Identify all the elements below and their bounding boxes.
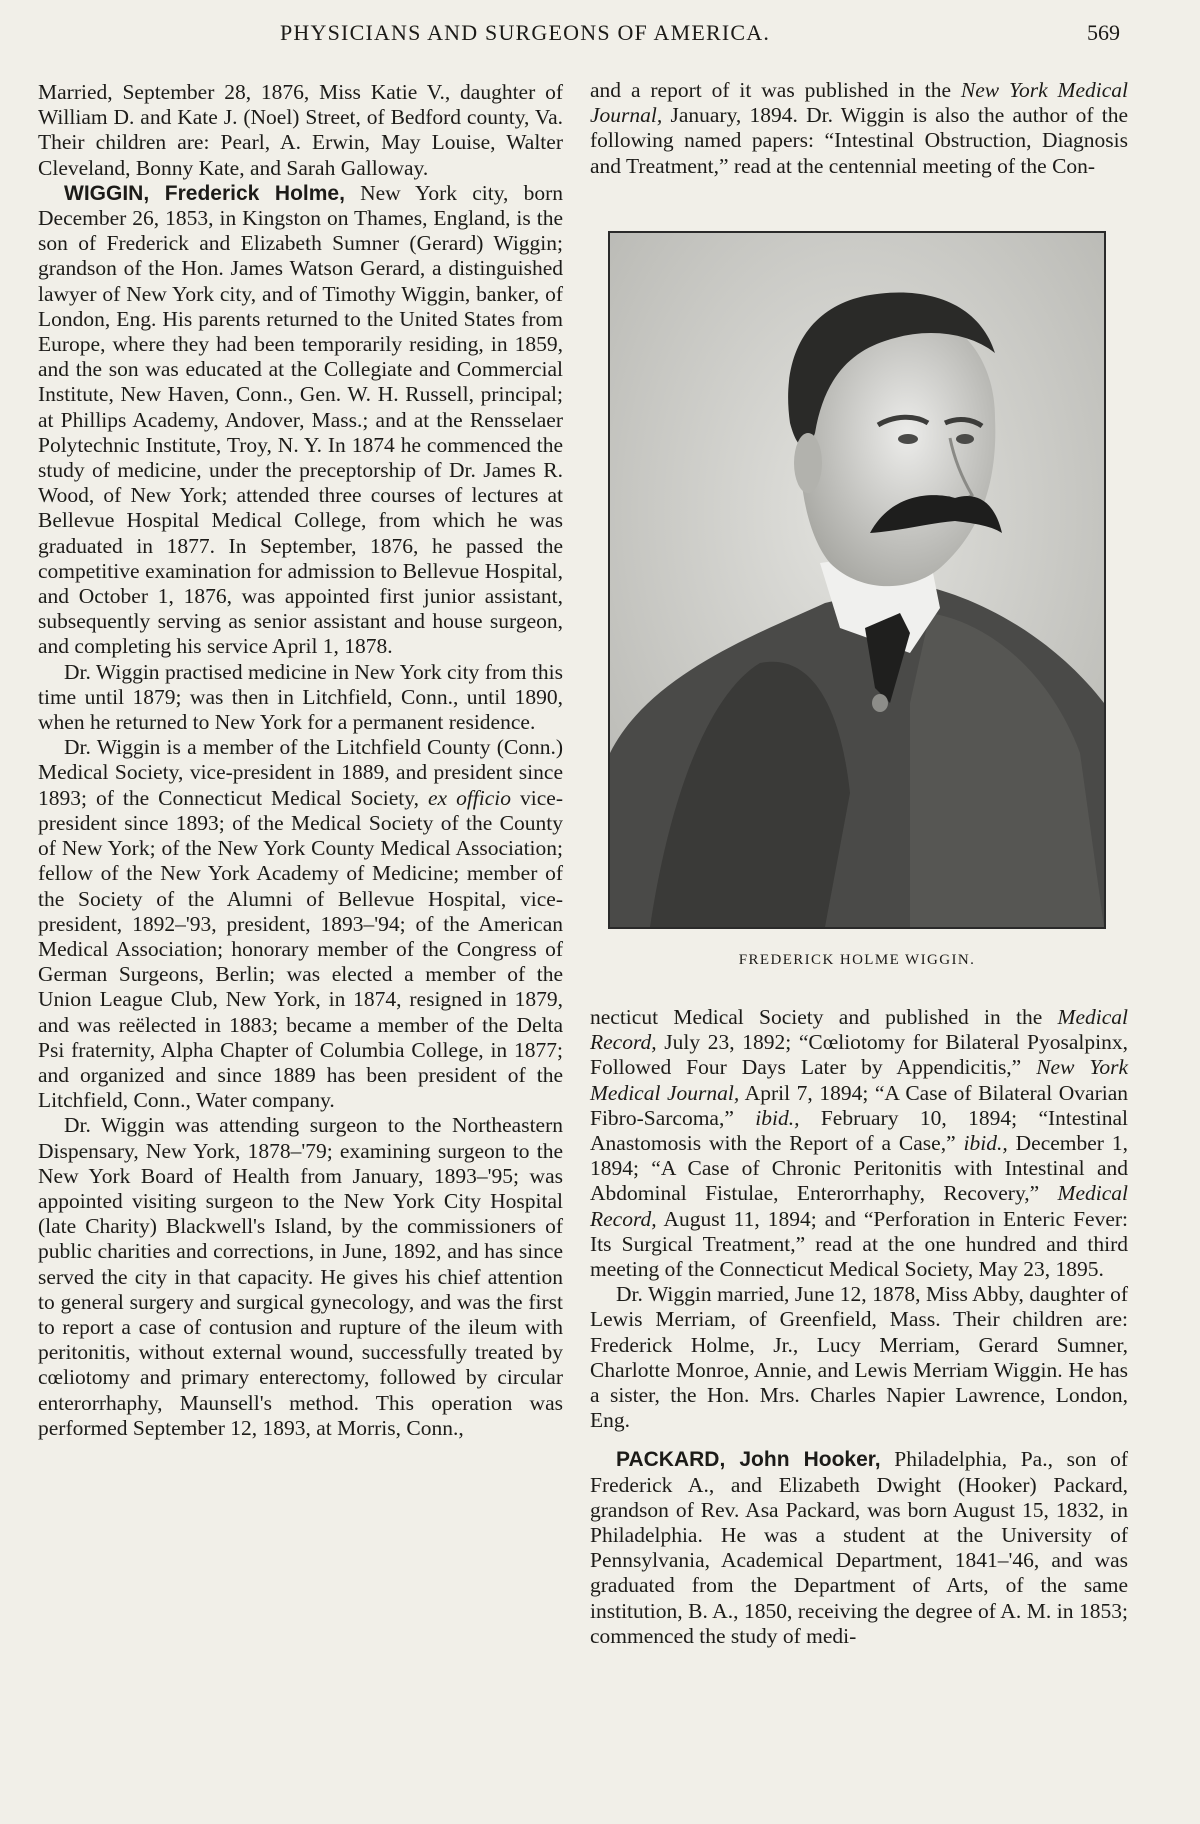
right-column-top <box>590 78 1128 179</box>
packard-entry-paragraph <box>590 1447 1128 1649</box>
papers-italic-1: Medical Record, <box>590 1005 1128 1055</box>
memberships-text-a: Dr. Wiggin is a member of the Litchfield County (Conn.) Medical Society, vice-president in 1889, and president since 1893; of the Connecticut Medical Society, <box>38 735 563 810</box>
papers-text-c: April 7, 1894; “A Case of Bilateral Ovarian Fibro-Sarcoma,” <box>590 1080 1128 1130</box>
pub-text-b: January, 1894. Dr. Wiggin is also the author of the following named papers: “Intestinal Obstruction, Diagnosis and Treatment,” read at the centennial meeting of the Con- <box>590 103 1128 178</box>
memberships-text-b: vice-president since 1893; of the Medical Society of the County of New York; of the New York County Medical Association; fellow of the New York Academy of Medicine; member of the Society of the Alumni of Bellevue Hospital, vice-president, 1892–'93, president, 1893–'94; of the American Medical Association; honorary member of the Congress of German Surgeons, Berlin; was elected a member of the Union League Club, New York, in 1874, resigned in 1879, and was reëlected in 1883; became a member of the Delta Psi fraternity, Alpha Chapter of Columbia College, in 1877; and organized and since 1889 has been president of the Litchfield, Conn., Water company. <box>38 785 563 1113</box>
papers-italic-4: ibid., <box>963 1131 1008 1156</box>
street-marriage-paragraph: Married, September 28, 1876, Miss Katie V., daughter of William D. and Kate J. (Noel) Street, of Bedford county, Va. Their children are: Pearl, A. Erwin, May Louise, Walter Cleveland, Bonny Kate, and Sarah Galloway. <box>38 80 563 180</box>
entry-name-packard: PACKARD, John Hooker, <box>616 1448 881 1472</box>
wiggin-entry-paragraph <box>38 181 563 660</box>
papers-text-b: July 23, 1892; “Cœliotomy for Bilateral Pyosalpinx, Followed Four Days Later by Appendicitis,” <box>590 1030 1128 1080</box>
practice-paragraph: Dr. Wiggin practised medicine in New York city from this time until 1879; was then in Litchfield, Conn., until 1890, when he returned to New York for a permanent residence. <box>38 659 563 735</box>
papers-text-a: necticut Medical Society and published in the <box>590 1005 1058 1029</box>
papers-text-f: August 11, 1894; and “Perforation in Enteric Fever: Its Surgical Treatment,” read at the one hundred and third meeting of the Connecticut Medical Society, May 23, 1895. <box>590 1206 1128 1282</box>
papers-list-paragraph <box>590 1005 1128 1282</box>
entry-name-wiggin: WIGGIN, Frederick Holme, <box>64 181 345 205</box>
pub-italic-journal: New York Medical Journal, <box>590 78 1128 128</box>
packard-entry-text: Philadelphia, Pa., son of Frederick A., and Elizabeth Dwight (Hooker) Packard, grandson of Rev. Asa Packard, was born August 15, 1832, in Philadelphia. He was a student at the University of Pennsylvania, Academical Department, 1841–'46, and was graduated from the Department of Arts, of the same institution, B. A., 1850, receiving the degree of A. M. in 1853; commenced the study of medi- <box>590 1447 1128 1648</box>
left-column <box>38 80 563 1441</box>
papers-italic-5: Medical Record, <box>590 1181 1128 1231</box>
portrait-photograph <box>608 231 1106 929</box>
papers-italic-3: ibid., <box>755 1105 800 1130</box>
portrait-caption: FREDERICK HOLME WIGGIN. <box>738 952 976 968</box>
papers-italic-2: New York Medical Journal, <box>590 1055 1129 1105</box>
wiggin-marriage-paragraph: Dr. Wiggin married, June 12, 1878, Miss Abby, daughter of Lewis Merriam, of Greenfield, Mass. Their children are: Frederick Holme, Jr., Lucy Merriam, Gerard Sumner, Charlotte Monroe, Annie, and Lewis Merriam Wiggin. He has a sister, the Hon. Mrs. Charles Napier Lawrence, London, Eng. <box>590 1282 1128 1433</box>
running-head: PHYSICIANS AND SURGEONS OF AMERICA. <box>280 20 771 45</box>
surgeon-career-paragraph: Dr. Wiggin was attending surgeon to the Northeastern Dispensary, New York, 1878–'79; examining surgeon to the New York Board of Health from January, 1893–'95; was appointed visiting surgeon to the New York City Hospital (late Charity) Blackwell's Island, by the commissioners of public charities and corrections, in June, 1892, and has since served the city in that capacity. He gives his chief attention to general surgery and surgical gynecology, and was the first to report a case of contusion and rupture of the ileum with peritonitis, without external wound, successfully treated by cœliotomy and primary enterectomy, followed by circular enterorrhaphy, Maunsell's method. This operation was performed September 12, 1893, at Morris, Conn., <box>38 1113 563 1440</box>
right-column-bottom <box>590 1005 1128 1649</box>
papers-text-e: December 1, 1894; “A Case of Chronic Peritonitis with Intestinal and Abdominal Fistulae, Enterorrhaphy, Recovery,” <box>590 1131 1128 1206</box>
portrait-illustration <box>610 233 1104 927</box>
memberships-paragraph <box>38 735 563 1113</box>
wiggin-entry-text: New York city, born December 26, 1853, in Kingston on Thames, England, is the son of Frederick and Elizabeth Sumner (Gerard) Wiggin; grandson of the Hon. James Watson Gerard, a distinguished lawyer of New York city, and of Timothy Wiggin, banker, of London, Eng. His parents returned to the United States from Europe, where they had been temporarily residing, in 1859, and the son was educated at the Collegiate and Commercial Institute, New Haven, Conn., Gen. W. H. Russell, principal; at Phillips Academy, Andover, Mass.; and at the Rensselaer Polytechnic Institute, Troy, N. Y. In 1874 he commenced the study of medicine, under the preceptorship of Dr. James R. Wood, of New York; attended three courses of lectures at Bellevue Hospital Medical College, from which he was graduated in 1877. In September, 1876, he passed the competitive examination for admission to Bellevue Hospital, and October 1, 1876, was appointed first junior assistant, subsequently serving as senior assistant and house surgeon, and completing his service April 1, 1878. <box>38 180 563 659</box>
publication-continuation <box>590 78 1128 179</box>
page-number: 569 <box>1087 20 1120 45</box>
pub-text-a: and a report of it was published in the <box>590 78 961 102</box>
memberships-italic: ex officio <box>427 785 512 810</box>
papers-text-d: February 10, 1894; “Intestinal Anastomosis with the Report of a Case,” <box>590 1105 1128 1156</box>
